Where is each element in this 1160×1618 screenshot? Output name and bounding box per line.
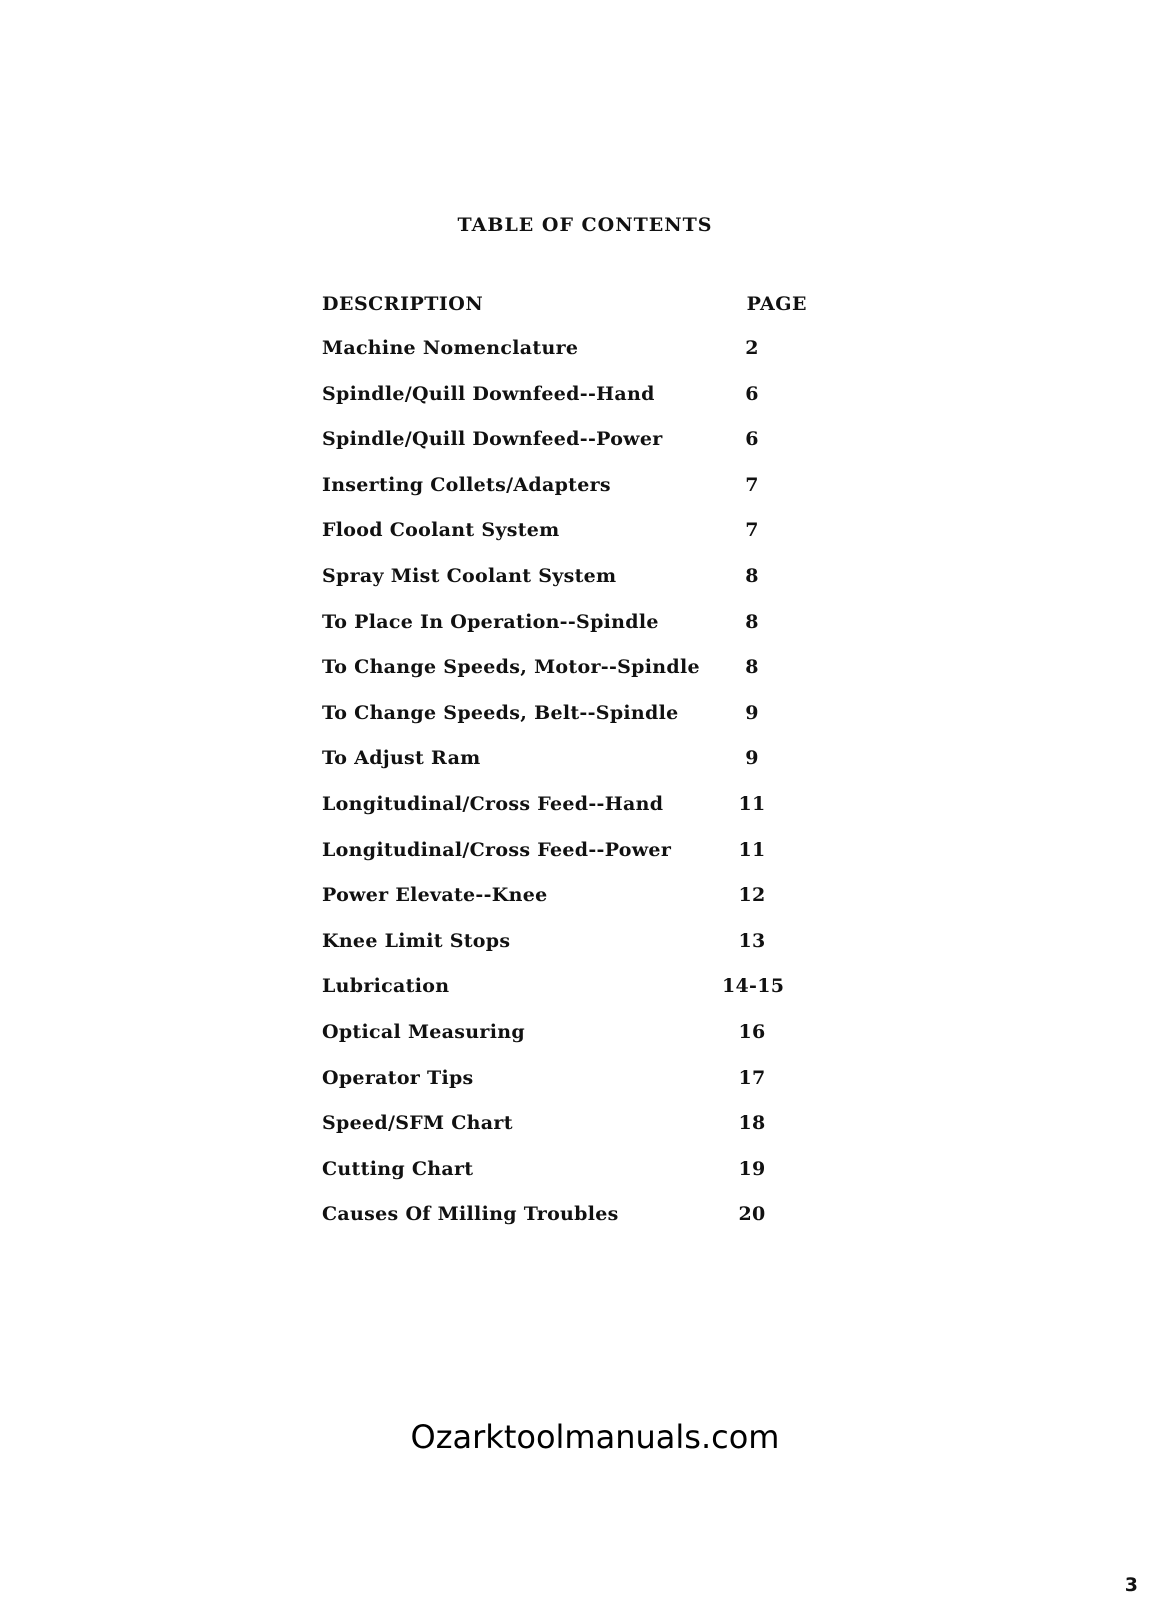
toc-entry-title: Spindle/Quill Downfeed--Power [322, 428, 663, 451]
description-column-header: DESCRIPTION [322, 293, 484, 315]
toc-entry-title: Knee Limit Stops [322, 929, 511, 952]
toc-entry-page: 7 [745, 519, 759, 542]
toc-entry-title: Lubrication [322, 975, 450, 998]
toc-entry [322, 1021, 807, 1067]
toc-entry-page: 13 [738, 929, 766, 952]
toc-entry-page: 9 [745, 701, 759, 724]
toc-entry [322, 1067, 807, 1113]
toc-entry-title: Optical Measuring [322, 1020, 525, 1043]
toc-entry-page: 20 [738, 1203, 766, 1226]
toc-entry-page: 12 [738, 884, 766, 907]
toc-list [322, 337, 807, 1249]
toc-entry-title: Longitudinal/Cross Feed--Power [322, 838, 672, 861]
toc-entry-page: 8 [745, 564, 759, 587]
toc-entry [322, 611, 807, 657]
toc-entry [322, 565, 807, 611]
toc-entry [322, 1158, 807, 1204]
toc-entry-title: Spindle/Quill Downfeed--Hand [322, 382, 655, 405]
toc-header [322, 293, 807, 319]
toc-entry [322, 656, 807, 702]
toc-entry [322, 702, 807, 748]
toc-entry-page: 18 [738, 1112, 766, 1135]
toc-entry-page: 11 [738, 838, 766, 861]
toc-entry-page: 17 [738, 1066, 766, 1089]
toc-entry [322, 1112, 807, 1158]
toc-entry [322, 975, 807, 1021]
toc-entry-title: Spray Mist Coolant System [322, 564, 617, 587]
toc-entry-title: Longitudinal/Cross Feed--Hand [322, 792, 664, 815]
toc-entry [322, 839, 807, 885]
toc-entry [322, 474, 807, 520]
page-column-header: PAGE [746, 293, 807, 315]
toc-entry [322, 747, 807, 793]
toc-entry-page: 7 [745, 473, 759, 496]
toc-entry-title: Causes Of Milling Troubles [322, 1203, 619, 1226]
page-title: TABLE OF CONTENTS [457, 214, 713, 236]
page-number: 3 [1124, 1574, 1138, 1596]
toc-entry-page: 16 [738, 1020, 766, 1043]
toc-entry [322, 428, 807, 474]
toc-entry-page: 14-15 [722, 975, 785, 998]
toc-entry-page: 9 [745, 747, 759, 770]
toc-entry [322, 337, 807, 383]
toc-entry [322, 930, 807, 976]
toc-entry-title: Operator Tips [322, 1066, 474, 1089]
toc-entry-title: Speed/SFM Chart [322, 1112, 513, 1135]
toc-entry-title: Power Elevate--Knee [322, 884, 548, 907]
toc-entry-page: 6 [745, 428, 759, 451]
toc-entry-title: To Adjust Ram [322, 747, 481, 770]
toc-entry [322, 519, 807, 565]
toc-entry [322, 1203, 807, 1249]
toc-entry-page: 6 [745, 382, 759, 405]
toc-entry-title: Cutting Chart [322, 1157, 474, 1180]
toc-entry [322, 793, 807, 839]
toc-entry-page: 2 [745, 337, 759, 359]
toc-entry-page: 19 [738, 1157, 766, 1180]
toc-entry [322, 383, 807, 429]
toc-entry-title: To Change Speeds, Motor--Spindle [322, 656, 700, 679]
toc-entry-page: 8 [745, 656, 759, 679]
toc-entry-title: Machine Nomenclature [322, 337, 579, 359]
toc-entry-title: Flood Coolant System [322, 519, 560, 542]
website-watermark: Ozarktoolmanuals.com [410, 1418, 780, 1456]
toc-entry-page: 8 [745, 610, 759, 633]
toc-entry-page: 11 [738, 792, 766, 815]
toc-entry-title: To Change Speeds, Belt--Spindle [322, 701, 679, 724]
toc-entry [322, 884, 807, 930]
toc-entry-title: To Place In Operation--Spindle [322, 610, 659, 633]
toc-entry-title: Inserting Collets/Adapters [322, 473, 611, 496]
